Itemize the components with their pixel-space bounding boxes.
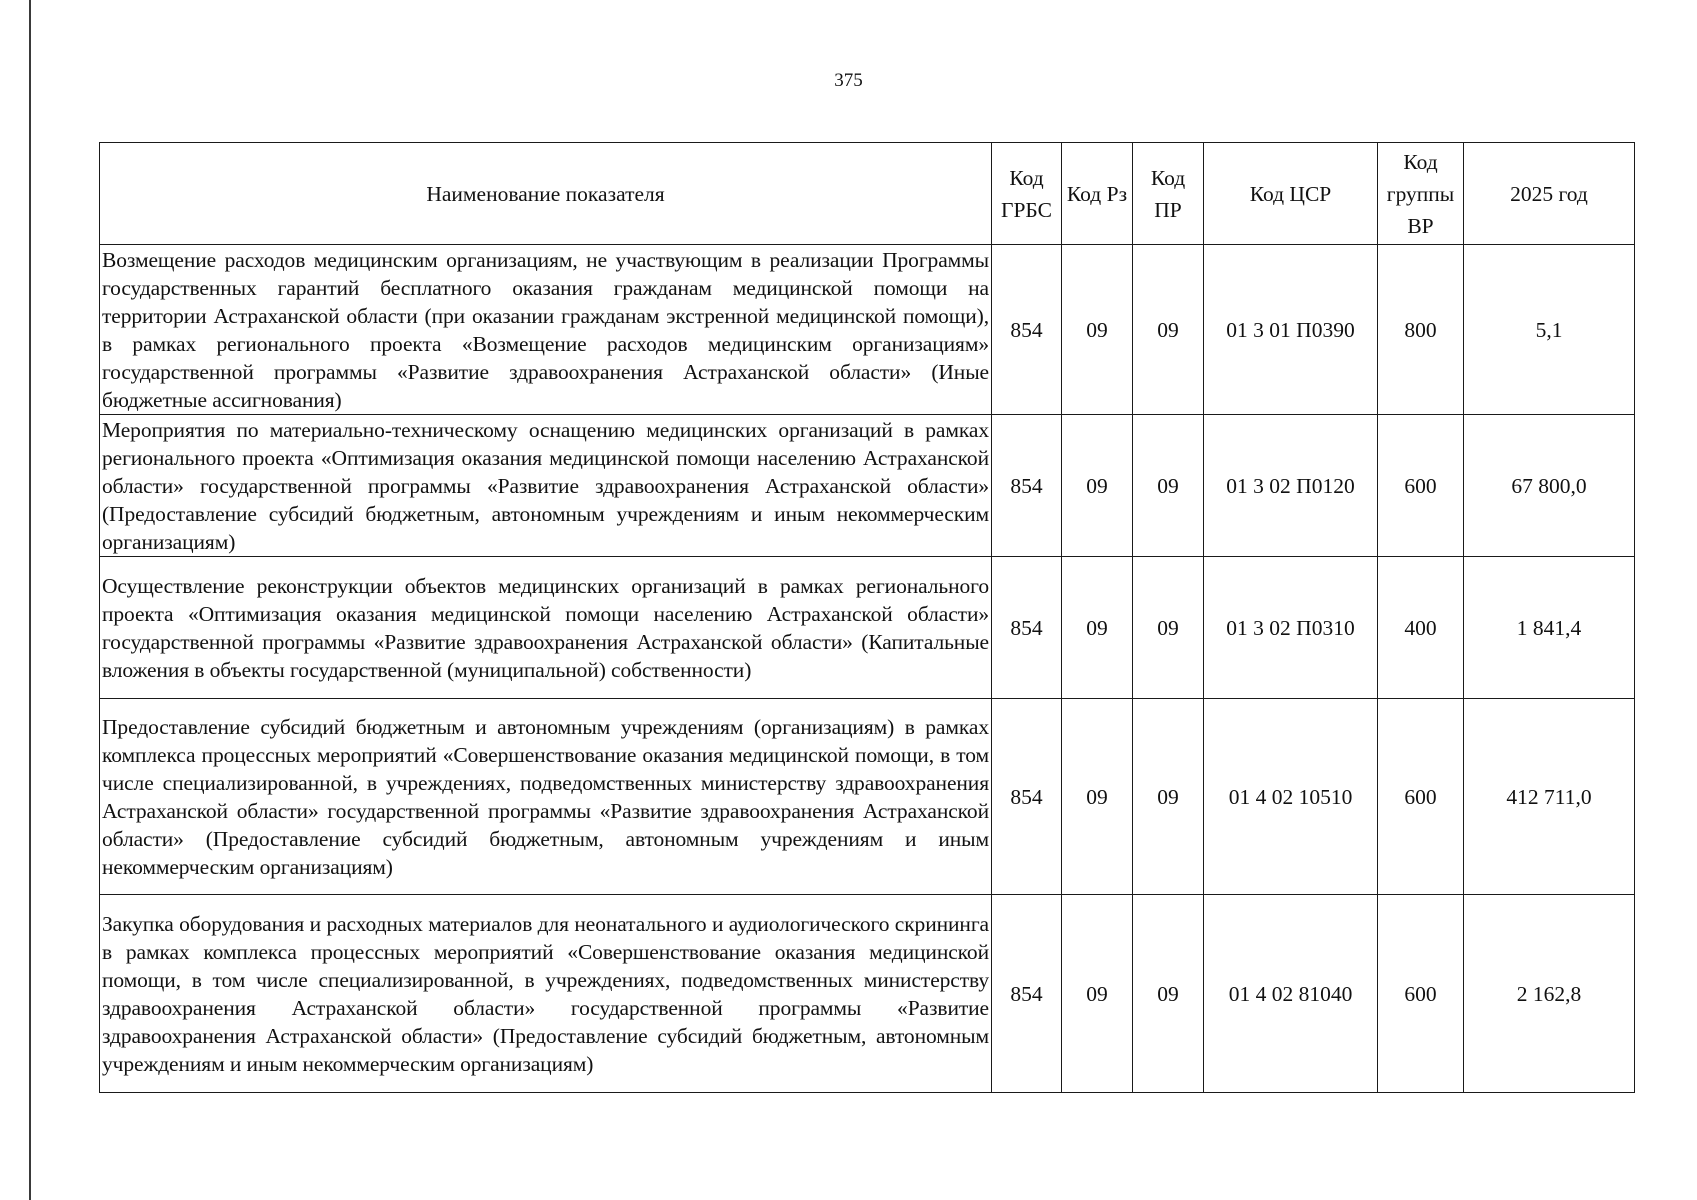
row-grbs: 854 (992, 557, 1062, 699)
header-vr: Код группы ВР (1378, 143, 1464, 245)
header-grbs: Код ГРБС (992, 143, 1062, 245)
table-body (100, 245, 1635, 1093)
row-pr: 09 (1133, 699, 1204, 895)
row-rz: 09 (1062, 895, 1133, 1093)
row-grbs: 854 (992, 895, 1062, 1093)
left-margin-line (29, 0, 31, 1200)
row-rz: 09 (1062, 557, 1133, 699)
row-csr: 01 4 02 10510 (1204, 699, 1378, 895)
row-amount: 5,1 (1464, 245, 1635, 415)
row-rz: 09 (1062, 415, 1133, 557)
table-row (100, 557, 1635, 699)
row-csr: 01 3 01 П0390 (1204, 245, 1378, 415)
row-vr: 800 (1378, 245, 1464, 415)
header-pr: Код ПР (1133, 143, 1204, 245)
row-amount: 67 800,0 (1464, 415, 1635, 557)
row-amount: 1 841,4 (1464, 557, 1635, 699)
row-grbs: 854 (992, 415, 1062, 557)
row-pr: 09 (1133, 245, 1204, 415)
row-pr: 09 (1133, 415, 1204, 557)
row-rz: 09 (1062, 699, 1133, 895)
budget-table (99, 142, 1635, 1093)
table-row (100, 895, 1635, 1093)
table-row (100, 245, 1635, 415)
row-vr: 600 (1378, 699, 1464, 895)
header-year: 2025 год (1464, 143, 1635, 245)
header-name: Наименование показателя (100, 143, 992, 245)
row-csr: 01 3 02 П0310 (1204, 557, 1378, 699)
row-name: Осуществление реконструкции объектов медицинских организаций в рамках регионального проекта «Оптимизация оказания медицинской помощи населению Астраханской области» государственной программы «Развитие здравоохранения Астраханской области» (Капитальные вложения в объекты государственной (муниципальной) собственности) (100, 557, 992, 699)
header-csr: Код ЦСР (1204, 143, 1378, 245)
row-rz: 09 (1062, 245, 1133, 415)
row-name: Возмещение расходов медицинским организациям, не участвующим в реализации Программы государственных гарантий бесплатного оказания гражданам медицинской помощи на территории Астраханской области (при оказании гражданам экстренной медицинской помощи), в рамках регионального проекта «Возмещение расходов медицинским организациям» государственной программы «Развитие здравоохранения Астраханской области» (Иные бюджетные ассигнования) (100, 245, 992, 415)
row-vr: 400 (1378, 557, 1464, 699)
page-number: 375 (834, 70, 863, 91)
table-row (100, 415, 1635, 557)
row-name: Закупка оборудования и расходных материалов для неонатального и аудиологического скрининга в рамках комплекса процессных мероприятий «Совершенствование оказания медицинской помощи, в том числе специализированной, в учреждениях, подведомственных министерству здравоохранения Астраханской области» государственной программы «Развитие здравоохранения Астраханской области» (Предоставление субсидий бюджетным, автономным учреждениям и иным некоммерческим организациям) (100, 895, 992, 1093)
row-pr: 09 (1133, 895, 1204, 1093)
row-name: Мероприятия по материально-техническому оснащению медицинских организаций в рамках регионального проекта «Оптимизация оказания медицинской помощи населению Астраханской области» государственной программы «Развитие здравоохранения Астраханской области» (Предоставление субсидий бюджетным, автономным учреждениям и иным некоммерческим организациям) (100, 415, 992, 557)
row-amount: 2 162,8 (1464, 895, 1635, 1093)
header-row (100, 143, 1635, 245)
row-csr: 01 4 02 81040 (1204, 895, 1378, 1093)
row-pr: 09 (1133, 557, 1204, 699)
row-grbs: 854 (992, 245, 1062, 415)
row-grbs: 854 (992, 699, 1062, 895)
table-row (100, 699, 1635, 895)
header-rz: Код Рз (1062, 143, 1133, 245)
row-name: Предоставление субсидий бюджетным и автономным учреждениям (организациям) в рамках комплекса процессных мероприятий «Совершенствование оказания медицинской помощи, в том числе специализированной, в учреждениях, подведомственных министерству здравоохранения Астраханской области» государственной программы «Развитие здравоохранения Астраханской области» (Предоставление субсидий бюджетным, автономным учреждениям и иным некоммерческим организациям) (100, 699, 992, 895)
row-amount: 412 711,0 (1464, 699, 1635, 895)
table-header (100, 143, 1635, 245)
row-vr: 600 (1378, 895, 1464, 1093)
row-vr: 600 (1378, 415, 1464, 557)
row-csr: 01 3 02 П0120 (1204, 415, 1378, 557)
